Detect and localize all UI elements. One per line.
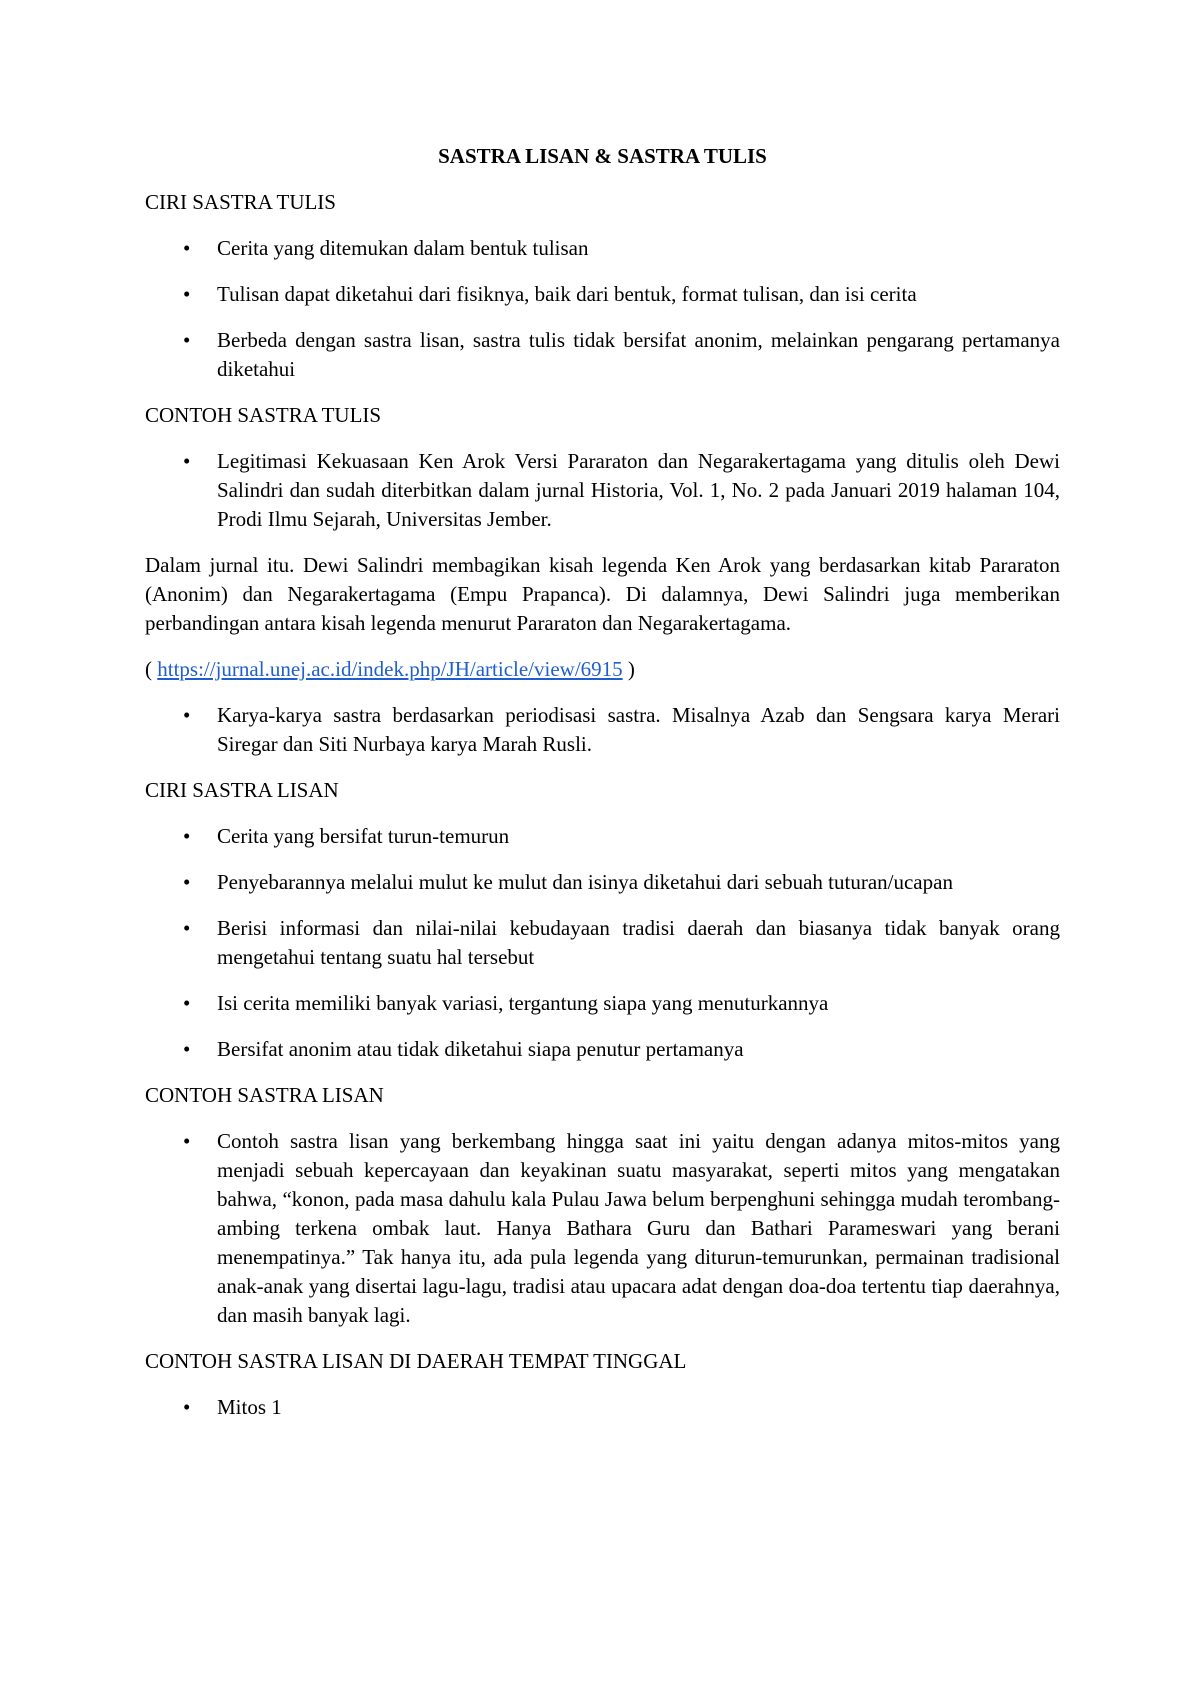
list-item (145, 914, 1060, 972)
contoh-sastra-tulis-list-2 (145, 701, 1060, 759)
document-title: SASTRA LISAN & SASTRA TULIS (438, 144, 767, 168)
section-heading-contoh-daerah: CONTOH SASTRA LISAN DI DAERAH TEMPAT TINGGAL (145, 1349, 687, 1373)
list-item-text: Legitimasi Kekuasaan Ken Arok Versi Pararaton dan Negarakertagama yang ditulis oleh Dewi Salindri dan sudah diterbitkan dalam jurnal Historia, Vol. 1, No. 2 pada Januari 2019 halaman 104, Prodi Ilmu Sejarah, Universitas Jember. (217, 449, 1060, 531)
bullet: • (183, 991, 191, 1015)
list-item (145, 234, 1060, 263)
body-paragraph: Dalam jurnal itu. Dewi Salindri membagikan kisah legenda Ken Arok yang berdasarkan kitab Pararaton (Anonim) dan Negarakertagama (Empu Prapanca). Di dalamnya, Dewi Salindri juga memberikan perbandingan antara kisah legenda menurut Pararaton dan Negarakertagama. (145, 553, 1060, 635)
list-item-text: Cerita yang ditemukan dalam bentuk tulisan (217, 236, 589, 260)
bullet: • (183, 1037, 191, 1061)
ciri-sastra-lisan-list (145, 822, 1060, 1064)
list-item-text: Bersifat anonim atau tidak diketahui siapa penutur pertamanya (217, 1037, 744, 1061)
list-item (145, 822, 1060, 851)
bullet: • (183, 449, 191, 473)
section-heading-contoh-sastra-lisan: CONTOH SASTRA LISAN (145, 1083, 384, 1107)
list-item (145, 280, 1060, 309)
section-heading-contoh-sastra-tulis: CONTOH SASTRA TULIS (145, 403, 382, 427)
bullet: • (183, 236, 191, 260)
section-heading-ciri-sastra-lisan: CIRI SASTRA LISAN (145, 778, 339, 802)
journal-link[interactable]: https://jurnal.unej.ac.id/indek.php/JH/article/view/6915 (157, 657, 623, 681)
bullet: • (183, 328, 191, 352)
list-item (145, 701, 1060, 759)
bullet: • (183, 282, 191, 306)
paren-open: ( (145, 657, 158, 681)
reference-line (145, 655, 1060, 684)
list-item-text: Karya-karya sastra berdasarkan periodisasi sastra. Misalnya Azab dan Sengsara karya Merari Siregar dan Siti Nurbaya karya Marah Rusli. (217, 703, 1060, 756)
list-item (145, 868, 1060, 897)
list-item (145, 1393, 1060, 1422)
list-item-text: Penyebarannya melalui mulut ke mulut dan isinya diketahui dari sebuah tuturan/ucapan (217, 870, 953, 894)
list-item (145, 989, 1060, 1018)
paren-close: ) (622, 657, 635, 681)
list-item-text: Cerita yang bersifat turun-temurun (217, 824, 510, 848)
list-item-text: Berisi informasi dan nilai-nilai kebudayaan tradisi daerah dan biasanya tidak banyak orang mengetahui tentang suatu hal tersebut (217, 916, 1060, 969)
list-item (145, 326, 1060, 384)
bullet: • (183, 916, 191, 940)
list-item-text: Tulisan dapat diketahui dari fisiknya, baik dari bentuk, format tulisan, dan isi cerita (217, 282, 917, 306)
bullet: • (183, 703, 191, 727)
list-item-text: Mitos 1 (217, 1395, 282, 1419)
contoh-sastra-tulis-list (145, 447, 1060, 534)
ciri-sastra-tulis-list (145, 234, 1060, 384)
list-item (145, 1127, 1060, 1330)
contoh-sastra-lisan-list (145, 1127, 1060, 1330)
list-item-text: Contoh sastra lisan yang berkembang hingga saat ini yaitu dengan adanya mitos-mitos yang menjadi sebuah kepercayaan dan keyakinan suatu masyarakat, seperti mitos yang mengatakan bahwa, “konon, pada masa dahulu kala Pulau Jawa belum berpenghuni sehingga mudah terombang-ambing terkena ombak laut. Hanya Bathara Guru dan Bathari Parameswari yang berani menempatinya.” Tak hanya itu, ada pula legenda yang diturun-temurunkan, permainan tradisional anak-anak yang disertai lagu-lagu, tradisi atau upacara adat dengan doa-doa tertentu tiap daerahnya, dan masih banyak lagi. (217, 1129, 1060, 1327)
document-content (145, 142, 1060, 1439)
list-item-text: Isi cerita memiliki banyak variasi, tergantung siapa yang menuturkannya (217, 991, 829, 1015)
list-item (145, 1035, 1060, 1064)
section-heading-ciri-sastra-tulis: CIRI SASTRA TULIS (145, 190, 336, 214)
bullet: • (183, 1129, 191, 1153)
list-item-text: Berbeda dengan sastra lisan, sastra tulis tidak bersifat anonim, melainkan pengarang pertamanya diketahui (217, 328, 1060, 381)
bullet: • (183, 870, 191, 894)
contoh-daerah-list (145, 1393, 1060, 1422)
bullet: • (183, 1395, 191, 1419)
bullet: • (183, 824, 191, 848)
list-item (145, 447, 1060, 534)
